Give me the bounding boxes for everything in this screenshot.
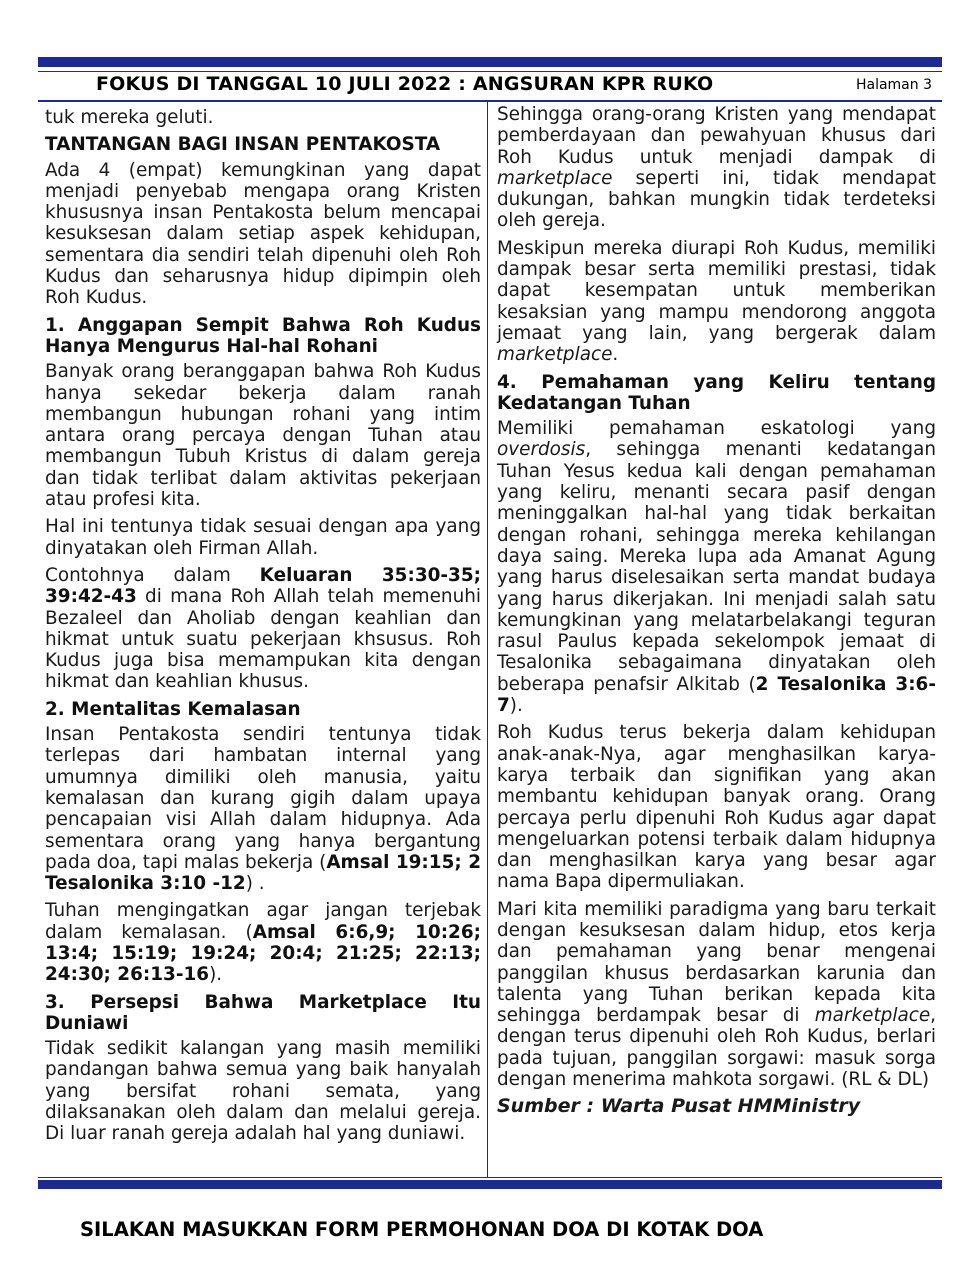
paragraph-2a — [45, 724, 481, 894]
text: ) . — [245, 873, 265, 895]
text: Mari kita memiliki paradigma yang baru terkait dengan kesuksesan dalam hidup, etos kerja dan pemahaman yang benar mengenai panggilan khusus berdasarkan karunia dan talenta yang Tuhan berikan kepada kita sehingga berdampak besar di — [497, 898, 936, 1027]
left-column — [45, 107, 481, 1151]
paragraph-4a — [497, 418, 936, 716]
paragraph-1b: Hal ini tentunya tidak sesuai dengan apa yang dinyatakan oleh Firman Allah. — [45, 516, 481, 559]
footer-top-rule — [38, 1177, 942, 1178]
page-number: Halaman 3 — [855, 77, 932, 93]
paragraph-intro: Ada 4 (empat) kemungkinan yang dapat menjadi penyebab mengapa orang Kristen khususnya insan Pentakosta belum mencapai kesuksesan dalam setiap aspek kehidupan, sementara dia sendiri telah dipenuhi oleh Roh Kudus dan seharusnya hidup dipimpin oleh Roh Kudus. — [45, 159, 481, 309]
page-header-title: FOKUS DI TANGGAL 10 JULI 2022 : ANGSURAN KPR RUKO — [96, 73, 714, 95]
text: di mana Roh Allah telah memenuhi Bezaleel dan Aholiab dengan keahlian dan hikmat untuk suatu pekerjaan khsusus. Roh Kudus juga bisa memampukan kita dengan hikmat dan keahlian khusus. — [45, 586, 481, 693]
subheading-1: 1. Anggapan Sempit Bahwa Roh Kudus Hanya Mengurus Hal-hal Rohani — [45, 314, 481, 357]
text: Sehingga orang-orang Kristen yang mendapat pemberdayaan dan pewahyuan khusus dari Roh Kudus untuk menjadi dampak di — [497, 104, 936, 168]
text: Meskipun mereka diurapi Roh Kudus, memiliki dampak besar serta memiliki prestasi, tidak dapat kesempatan untuk memberikan kesaksian yang mampu mendorong anggota jemaat yang lain, yang bergerak dalam — [497, 237, 936, 344]
subheading-2: 2. Mentalitas Kemalasan — [45, 698, 301, 720]
right-column — [497, 104, 936, 1118]
text: ). — [209, 964, 223, 986]
paragraph-3c — [497, 238, 936, 366]
text: seperti ini, tidak mendapat dukungan, bahkan mungkin tidak terdeteksi oleh gereja. — [497, 167, 936, 232]
text: , dengan terus dipenuhi oleh Roh Kudus, berlari pada tujuan, panggilan sorgawi: masuk sorga dengan menerima mahkota sorgawi. (RL & DL) — [497, 1005, 936, 1091]
italic-term: marketplace — [497, 344, 613, 366]
scripture-reference: Amsal 6:6,9; 10:26; 13:4; 15:19; 19:24; 20:4; 21:25; 22:13; 24:30; 26:13-16 — [45, 921, 481, 986]
subheading-3: 3. Persepsi Bahwa Marketplace Itu Duniawi — [45, 991, 481, 1034]
header-bottom-rule — [38, 100, 942, 102]
paragraph-1c — [45, 565, 481, 693]
text: Memiliki pemahaman eskatologi yang — [497, 418, 936, 440]
footer-bar — [38, 1180, 942, 1189]
italic-term: overdosis — [497, 439, 586, 461]
paragraph-2b — [45, 900, 481, 985]
italic-term: marketplace — [497, 167, 613, 189]
scripture-reference: Keluaran 35:30-35; 39:42-43 — [45, 564, 481, 608]
column-divider — [487, 100, 488, 1178]
paragraph-1a: Banyak orang beranggapan bahwa Roh Kudus hanya sekedar bekerja dalam ranah membangun hubungan rohani yang intim antara orang percaya dengan Tuhan atau membangun Tubuh Kristus di dalam gereja dan tidak terlibat dalam aktivitas pekerjaan atau profesi kita. — [45, 361, 481, 511]
italic-term: marketplace — [814, 1005, 931, 1027]
scripture-reference: Amsal 19:15; 2 Tesalonika 3:10 -12 — [45, 851, 481, 895]
text: Insan Pentakosta sendiri tentunya tidak terlepas dari hambatan internal yang umumnya dimiliki oleh manusia, yaitu kemalasan dan kurang gigih dalam upaya pencapaian visi Allah dalam hidupnya. Ada sementara orang yang hanya bergantung pada doa, tapi malas bekerja ( — [45, 724, 481, 873]
paragraph-4c — [497, 899, 936, 1091]
section-heading-tantangan: TANTANGAN BAGI INSAN PENTAKOSTA — [45, 134, 441, 156]
header-top-bar — [38, 57, 942, 67]
text: Tuhan mengingatkan agar jangan terjebak dalam kemalasan. ( — [45, 900, 481, 943]
paragraph-3b — [497, 104, 936, 232]
subheading-4: 4. Pemahaman yang Keliru tentang Kedatangan Tuhan — [497, 371, 936, 414]
footer-notice: SILAKAN MASUKKAN FORM PERMOHONAN DOA DI KOTAK DOA — [80, 1218, 764, 1241]
text: , sehingga menanti kedatangan Tuhan Yesus kedua kali dengan pemahaman yang keliru, menanti secara pasif dengan meninggalkan hal-hal yang tidak berkaitan dengan rohani, sehingga mereka kehilangan daya saing. Mereka lupa ada Amanat Agung yang harus diselesaikan serta mandat budaya yang harus dikerjakan. Ini menjadi salah satu kemungkinan yang melatarbelakangi teguran rasul Paulus kepada sekelompok jemaat di Tesalonika sebagaimana dinyatakan oleh beberapa penafsir Alkitab ( — [497, 439, 936, 695]
header-top-rule — [38, 71, 942, 72]
paragraph-4b: Roh Kudus terus bekerja dalam kehidupan anak-anak-Nya, agar menghasilkan karya-karya terbaik dan signifikan yang akan membantu kehidupan banyak orang. Orang percaya perlu dipenuhi Roh Kudus agar dapat mengeluarkan potensi terbaik dalam hidupnya dan menghasilkan karya yang besar agar nama Bapa dipermuliakan. — [497, 722, 936, 893]
text: Contohnya dalam — [45, 564, 260, 586]
scripture-reference: 2 Tesalonika 3:6-7 — [497, 673, 936, 717]
text: . — [612, 344, 619, 366]
paragraph-continuation: tuk mereka geluti. — [45, 107, 214, 128]
paragraph-3a: Tidak sedikit kalangan yang masih memiliki pandangan bahwa semua yang baik hanyalah yang bersifat rohani semata, yang dilaksanakan oleh dalam dan melalui gereja. Di luar ranah gereja adalah hal yang duniawi. — [45, 1038, 481, 1145]
text: ). — [509, 695, 523, 717]
source-credit: Sumber : Warta Pusat HMMinistry — [497, 1095, 861, 1118]
